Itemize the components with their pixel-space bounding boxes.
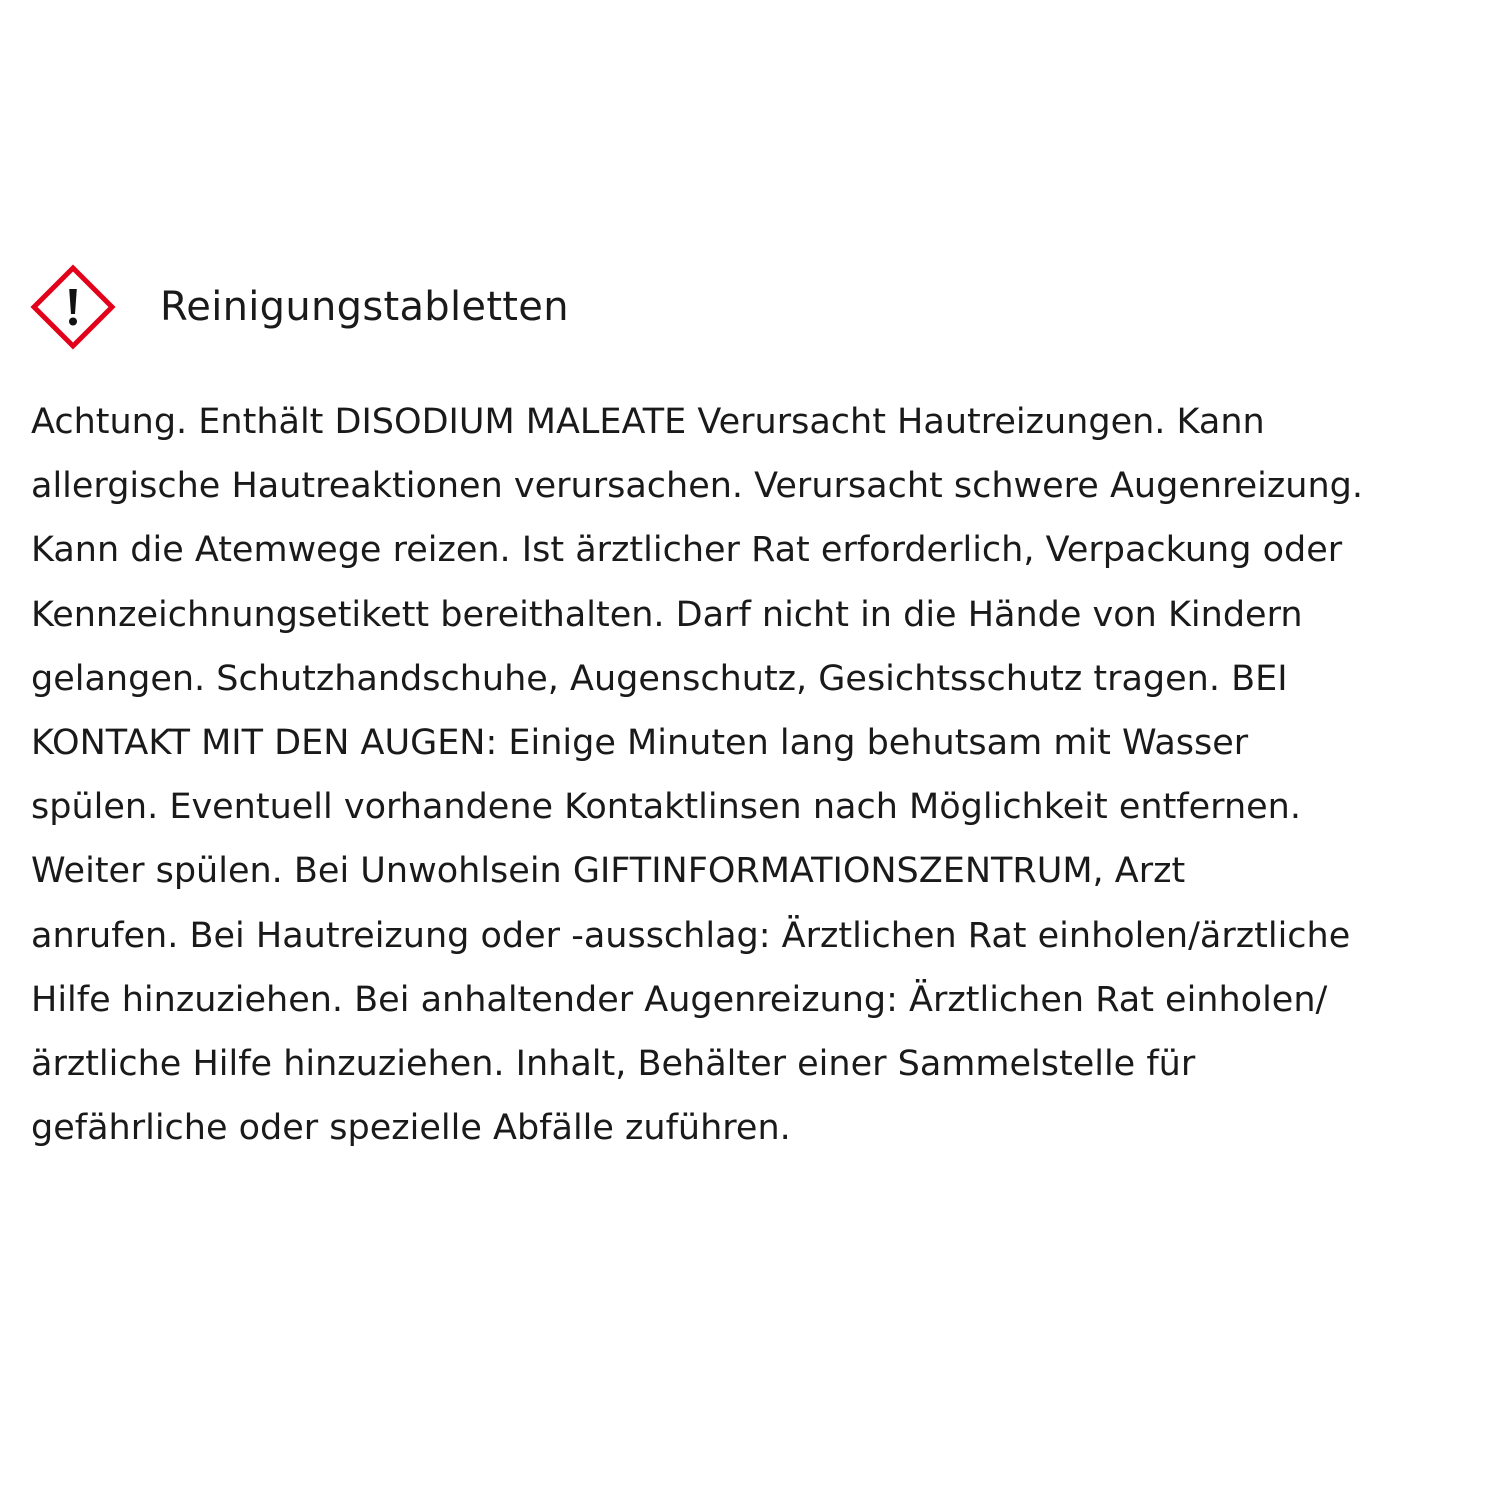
warning-line: gefährliche oder spezielle Abfälle zuführen. [31, 1108, 791, 1149]
warning-line: anrufen. Bei Hautreizung oder -ausschlag: Ärztlichen Rat einholen/ärztliche [31, 915, 1351, 956]
warning-line: spülen. Eventuell vorhandene Kontaktlinsen nach Möglichkeit entfernen. [31, 787, 1301, 828]
warning-line: Kann die Atemwege reizen. Ist ärztlicher Rat erforderlich, Verpackung oder [31, 530, 1343, 571]
warning-line: KONTAKT MIT DEN AUGEN: Einige Minuten lang behutsam mit Wasser [31, 723, 1249, 764]
warning-line: Achtung. Enthält DISODIUM MALEATE Verursacht Hautreizungen. Kann [31, 402, 1265, 442]
warning-line: gelangen. Schutzhandschuhe, Augenschutz, Gesichtsschutz tragen. BEI [31, 658, 1288, 699]
warning-line: allergische Hautreaktionen verursachen. Verursacht schwere Augenreizung. [31, 466, 1363, 507]
product-header [30, 262, 569, 352]
warning-line: Kennzeichnungsetikett bereithalten. Darf nicht in die Hände von Kindern [31, 594, 1303, 635]
warning-line: Weiter spülen. Bei Unwohlsein GIFTINFORMATIONSZENTRUM, Arzt [31, 851, 1186, 892]
warning-line: ärztliche Hilfe hinzuziehen. Inhalt, Behälter einer Sammelstelle für [31, 1044, 1196, 1085]
hazard-warning-text [31, 390, 1471, 1160]
hazard-exclamation-icon [30, 264, 116, 350]
product-title: Reinigungstabletten [160, 284, 569, 330]
warning-line: Hilfe hinzuziehen. Bei anhaltender Augenreizung: Ärztlichen Rat einholen/ [31, 979, 1328, 1020]
